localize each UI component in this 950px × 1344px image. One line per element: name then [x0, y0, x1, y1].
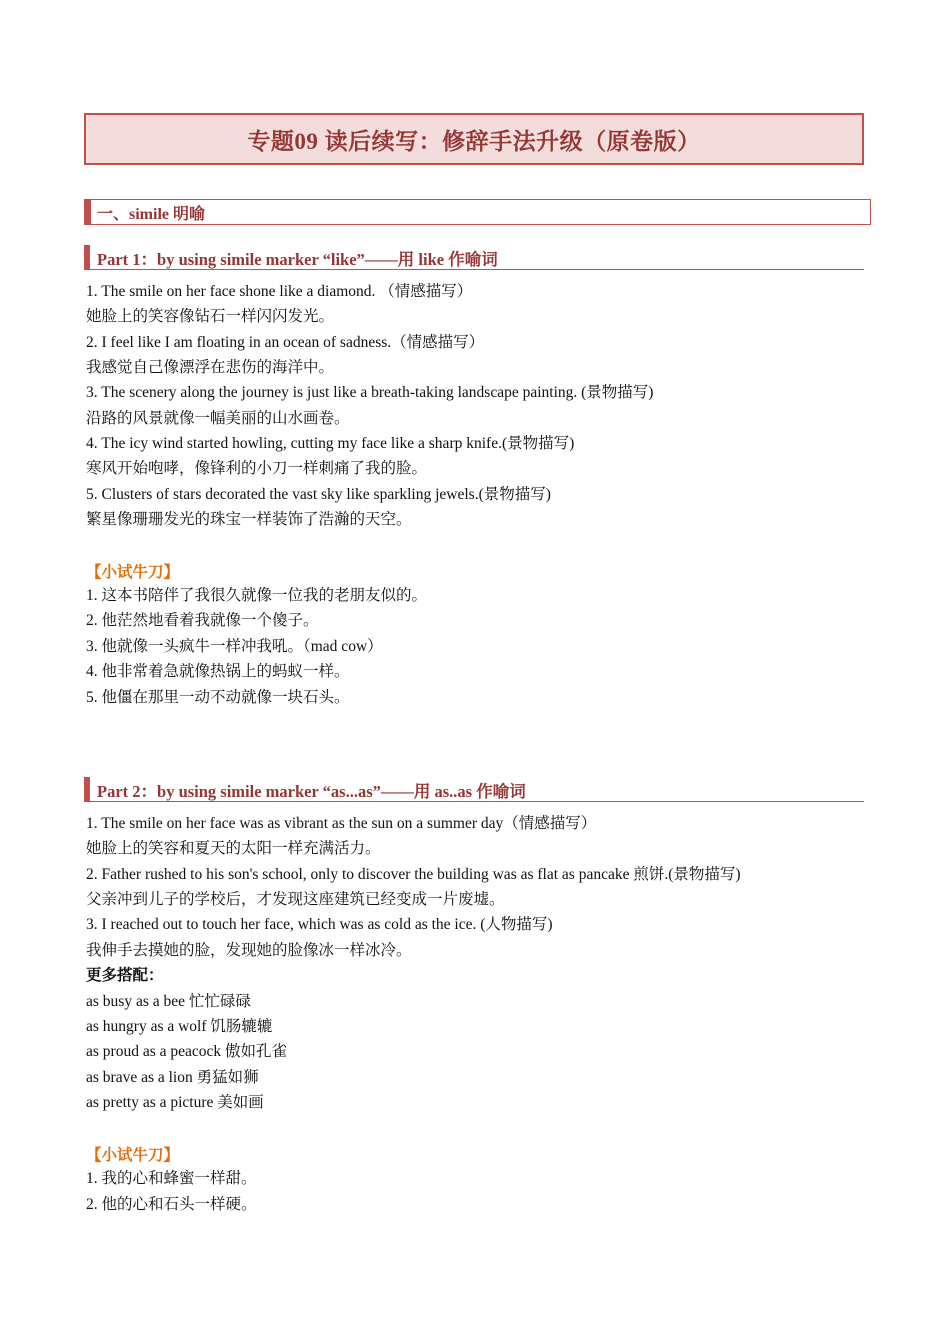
part1-line: 寒风开始咆哮，像锋利的小刀一样刺痛了我的脸。: [86, 460, 428, 477]
part2-line: 3. I reached out to touch her face, which was as cold as the ice. (人物描写): [86, 916, 553, 933]
part1-line: 沿路的风景就像一幅美丽的山水画卷。: [86, 410, 350, 427]
part2-line: 2. Father rushed to his son's school, only to discover the building was as flat as pancake 煎饼.(景物描写): [86, 866, 741, 883]
part1-line: 1. The smile on her face shone like a diamond. （情感描写）: [86, 283, 473, 300]
part2-heading-bar: [84, 777, 864, 802]
collocation-item: as busy as a bee 忙忙碌碌: [86, 993, 251, 1010]
section-heading-box: [84, 199, 871, 225]
part1-line: 我感觉自己像漂浮在悲伤的海洋中。: [86, 359, 335, 376]
part2-line: 我伸手去摸她的脸，发现她的脸像冰一样冰冷。: [86, 942, 412, 959]
collocation-item: as pretty as a picture 美如画: [86, 1094, 264, 1111]
collocation-item: as brave as a lion 勇猛如狮: [86, 1069, 259, 1086]
part1-line: 她脸上的笑容像钻石一样闪闪发光。: [86, 308, 335, 325]
part2-line: 父亲冲到儿子的学校后，才发现这座建筑已经变成一片废墟。: [86, 891, 505, 908]
part1-line: 繁星像珊珊发光的珠宝一样装饰了浩瀚的天空。: [86, 511, 412, 528]
part1-practice-item: 3. 他就像一头疯牛一样冲我吼。（mad cow）: [86, 638, 383, 655]
collocation-item: as hungry as a wolf 饥肠辘辘: [86, 1018, 273, 1035]
part2-heading: Part 2：by using simile marker “as...as”——用 as..as 作喻词: [97, 782, 526, 801]
part1-line: 4. The icy wind started howling, cutting my face like a sharp knife.(景物描写): [86, 435, 575, 452]
part1-practice-item: 5. 他僵在那里一动不动就像一块石头。: [86, 689, 350, 706]
more-collocations-title: 更多搭配：: [86, 967, 164, 984]
page-title: 专题09 读后续写：修辞手法升级（原卷版）: [247, 128, 701, 154]
page-title-box: [84, 113, 864, 165]
part1-practice-item: 4. 他非常着急就像热锅上的蚂蚁一样。: [86, 663, 350, 680]
part2-line: 她脸上的笑容和夏天的太阳一样充满活力。: [86, 840, 381, 857]
part1-practice-title: 【小试牛刀】: [86, 564, 180, 581]
part2-practice-item: 1. 我的心和蜂蜜一样甜。: [86, 1170, 257, 1187]
section-heading: 一、simile 明喻: [97, 205, 205, 223]
part2-practice-item: 2. 他的心和石头一样硬。: [86, 1196, 257, 1213]
part1-line: 5. Clusters of stars decorated the vast sky like sparkling jewels.(景物描写): [86, 486, 551, 503]
collocation-item: as proud as a peacock 傲如孔雀: [86, 1043, 288, 1060]
part1-line: 3. The scenery along the journey is just like a breath-taking landscape painting. (景物描写): [86, 384, 654, 401]
part1-heading-bar: [84, 245, 864, 270]
part1-heading: Part 1：by using simile marker “like”——用 like 作喻词: [97, 250, 498, 269]
part2-line: 1. The smile on her face was as vibrant as the sun on a summer day（情感描写）: [86, 815, 597, 832]
part1-practice-item: 1. 这本书陪伴了我很久就像一位我的老朋友似的。: [86, 587, 428, 604]
part1-line: 2. I feel like I am floating in an ocean of sadness.（情感描写）: [86, 334, 485, 351]
part1-practice-item: 2. 他茫然地看着我就像一个傻子。: [86, 612, 319, 629]
part2-practice-title: 【小试牛刀】: [86, 1147, 180, 1164]
